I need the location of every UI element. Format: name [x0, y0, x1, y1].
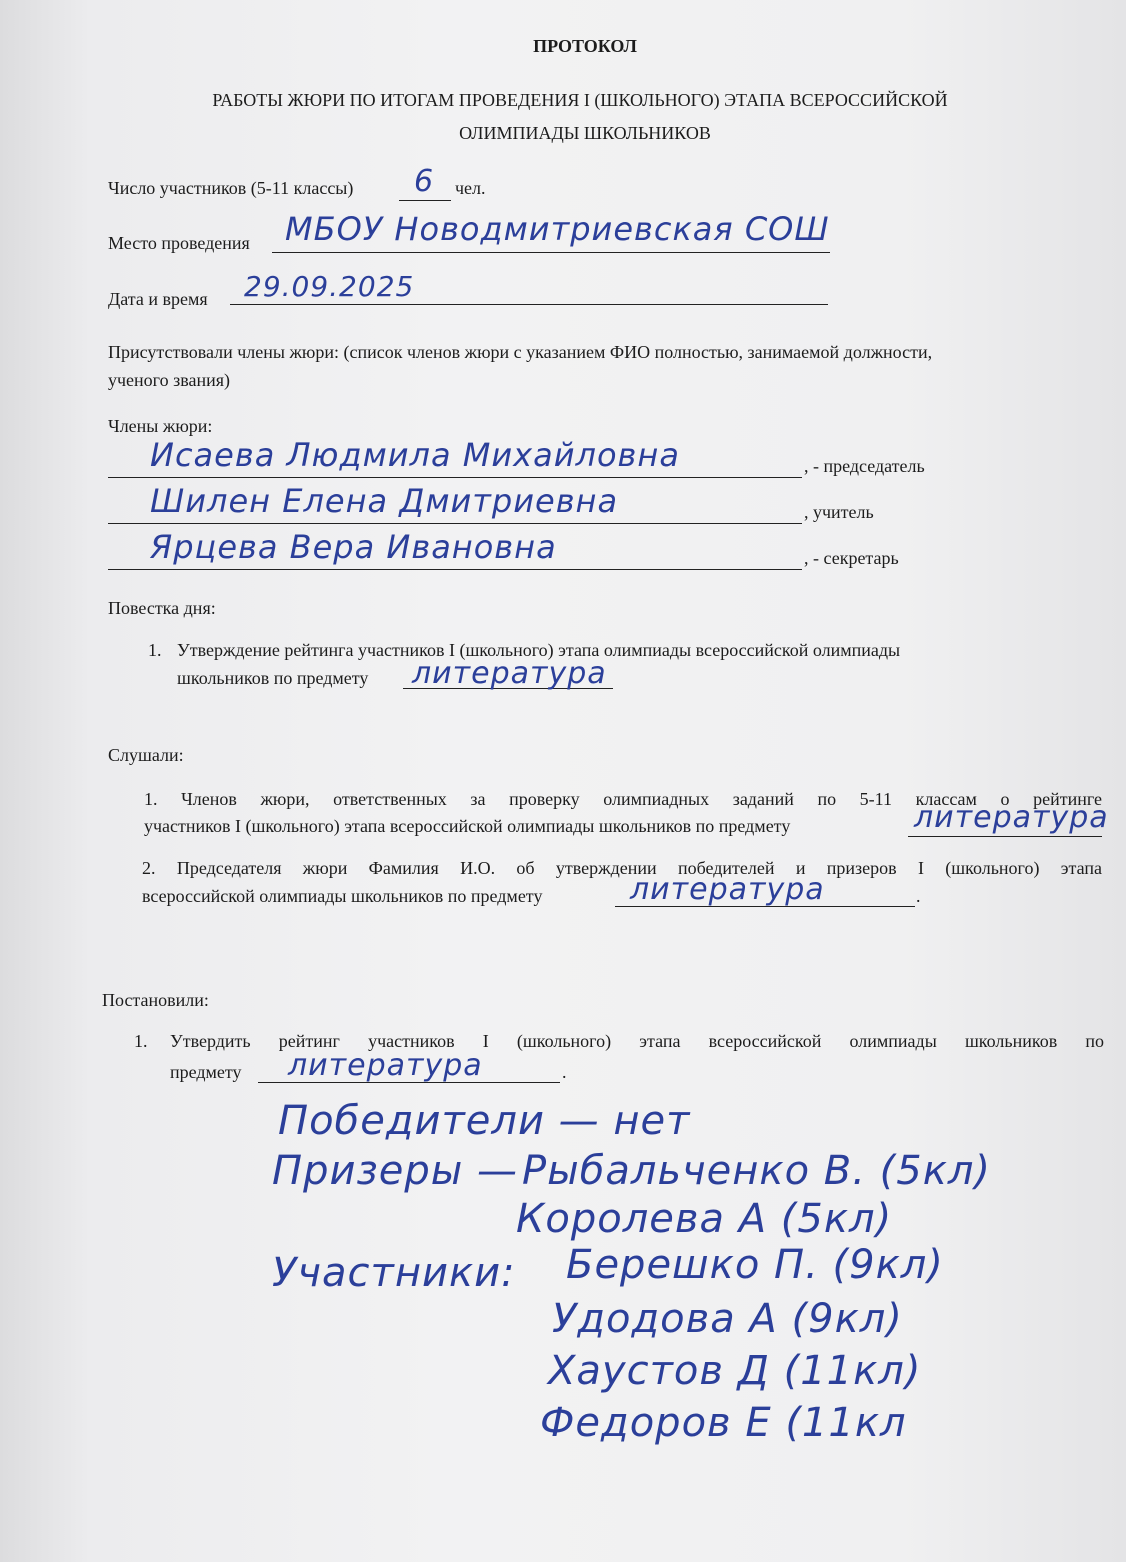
participants-value: 6 — [414, 164, 435, 199]
handwritten-prizewinners-label: Призеры — — [272, 1148, 519, 1194]
heard-item-text-line1: 2. Председателя жюри Фамилия И.О. об утверждении победителей и призеров I (школьного) этапа — [142, 858, 1102, 878]
participants-underline — [399, 200, 451, 201]
jury-member-name: Шилен Елена Дмитриевна — [150, 482, 619, 520]
document-title: ПРОТОКОЛ — [533, 36, 637, 56]
heard-subject-underline — [908, 836, 1102, 837]
heard-item-text-line2: всероссийской олимпиады школьников по предмету — [142, 886, 543, 906]
heard-subject-value: литература — [914, 800, 1109, 835]
date-label: Дата и время — [108, 289, 208, 309]
heard-item-text-line2: участников I (школьного) этапа всероссийской олимпиады школьников по предмету — [144, 816, 791, 836]
resolved-subject-value: литература — [288, 1048, 483, 1083]
heard-item-text-line1: 1. Членов жюри, ответственных за проверку олимпиадных заданий по 5-11 классам о рейтинге — [144, 789, 1102, 809]
jury-member-underline — [108, 477, 802, 478]
handwritten-result-entry: Федоров Е (11кл — [540, 1400, 907, 1446]
heard-subject-value: литература — [630, 872, 825, 907]
date-underline — [230, 304, 828, 305]
handwritten-result-entry: Удодова А (9кл) — [552, 1296, 903, 1342]
jury-present-text-line2: ученого звания) — [108, 370, 231, 390]
document-subtitle-line2: ОЛИМПИАДЫ ШКОЛЬНИКОВ — [459, 123, 711, 143]
jury-member-underline — [108, 523, 802, 524]
handwritten-participants-label: Участники: — [272, 1250, 516, 1296]
venue-underline — [272, 252, 830, 253]
agenda-subject-value: литература — [412, 656, 607, 691]
handwritten-result-entry: Берешко П. (9кл) — [566, 1242, 944, 1288]
period: . — [562, 1062, 567, 1082]
resolved-item-text-line1: Утвердить рейтинг участников I (школьного) этапа всероссийской олимпиады школьников по — [170, 1031, 1104, 1051]
jury-present-text-line1: Присутствовали члены жюри: (список членов жюри с указанием ФИО полностью, занимаемой должности, — [108, 342, 933, 362]
jury-member-role: , - председатель — [804, 456, 925, 476]
jury-member-underline — [108, 569, 802, 570]
venue-label: Место проведения — [108, 233, 250, 253]
participants-label: Число участников (5-11 классы) — [108, 178, 354, 198]
jury-member-name: Ярцева Вера Ивановна — [150, 528, 557, 566]
jury-member-role: , учитель — [804, 502, 874, 522]
agenda-item-text-line2: школьников по предмету — [177, 668, 369, 688]
resolved-label: Постановили: — [102, 990, 209, 1010]
heard-label: Слушали: — [108, 745, 184, 765]
document-subtitle-line1: РАБОТЫ ЖЮРИ ПО ИТОГАМ ПРОВЕДЕНИЯ I (ШКОЛЬНОГО) ЭТАПА ВСЕРОССИЙСКОЙ — [212, 90, 948, 110]
agenda-item-number: 1. — [148, 640, 162, 660]
agenda-item-text-line1: Утверждение рейтинга участников I (школьного) этапа олимпиады всероссийской олимпиады — [177, 640, 901, 660]
handwritten-result-entry: Королева А (5кл) — [516, 1196, 893, 1242]
period: . — [916, 886, 921, 906]
handwritten-result-entry: Рыбальченко В. (5кл) — [522, 1148, 992, 1194]
jury-member-name: Исаева Людмила Михайловна — [150, 436, 680, 474]
venue-value: МБОУ Новодмитриевская СОШ — [285, 210, 830, 248]
date-value: 29.09.2025 — [244, 270, 415, 303]
agenda-label: Повестка дня: — [108, 598, 216, 618]
jury-member-role: , - секретарь — [804, 548, 899, 568]
handwritten-result-entry: Хаустов Д (11кл) — [548, 1348, 922, 1394]
resolved-item-number: 1. — [134, 1031, 148, 1051]
participants-unit: чел. — [455, 178, 486, 198]
handwritten-winners: Победители — нет — [278, 1098, 691, 1144]
resolved-item-text-line2: предмету — [170, 1062, 242, 1082]
jury-members-label: Члены жюри: — [108, 416, 213, 436]
